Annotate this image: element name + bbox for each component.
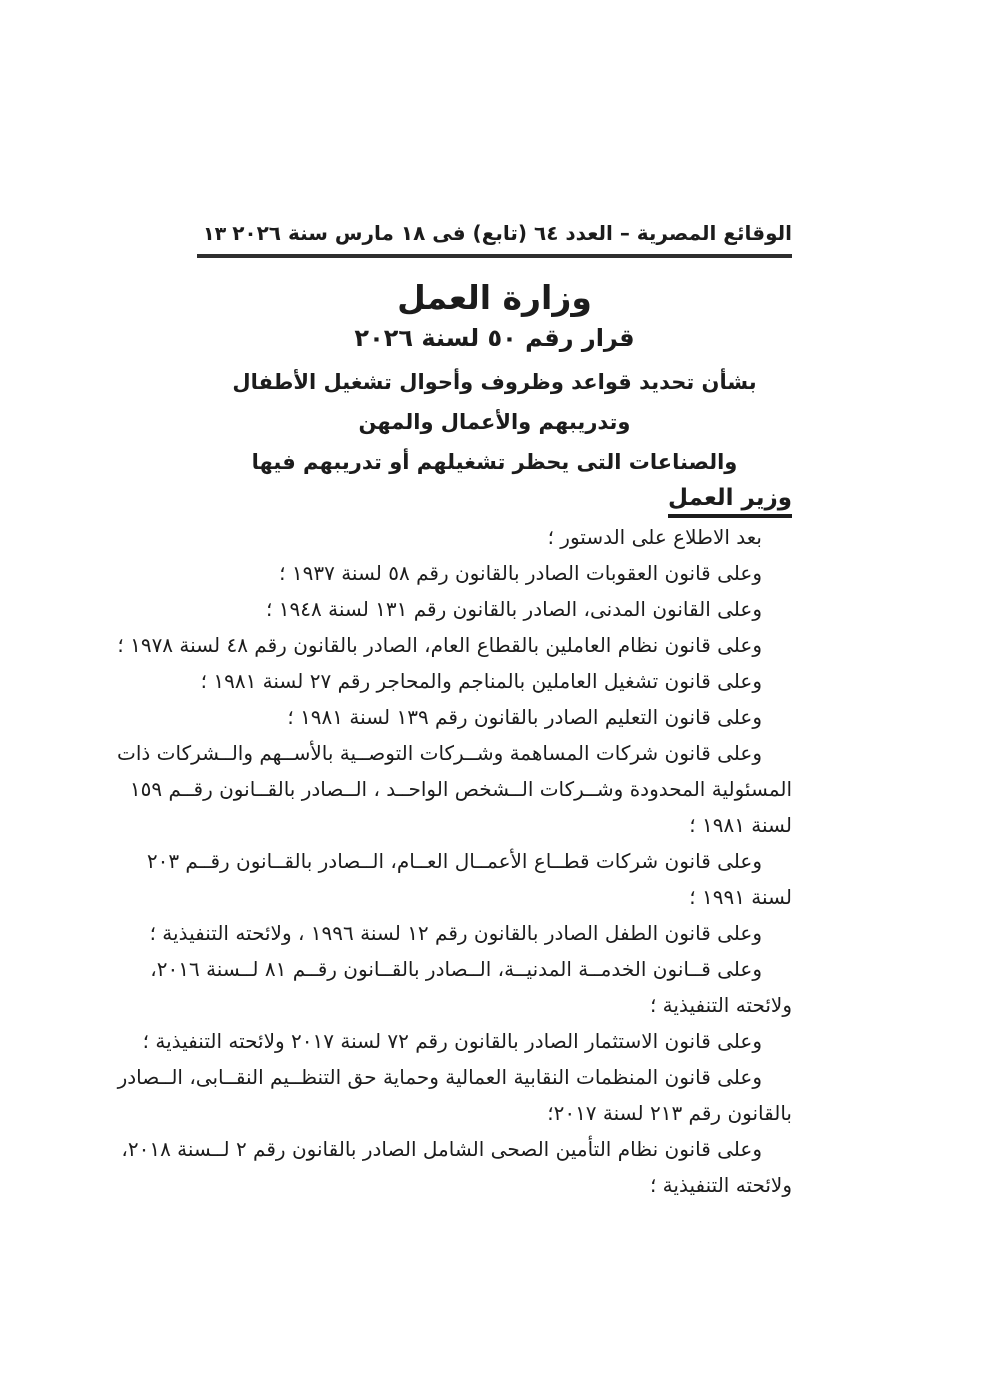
- decree-subject-line-1: بشأن تحديد قواعد وظروف وأحوال تشغيل الأطفال وتدريبهم والأعمال والمهن: [232, 370, 757, 434]
- body-line: وعلى قانون التعليم الصادر بالقانون رقم ١٣٩ لسنة ١٩٨١ ؛: [287, 705, 762, 729]
- body-line: وعلى قانون شركات قطــاع الأعمــال العــام، الــصادر بالقــانون رقــم ٢٠٣: [146, 849, 762, 873]
- body-line: وعلى القانون المدنى، الصادر بالقانون رقم ١٣١ لسنة ١٩٤٨ ؛: [266, 597, 762, 621]
- running-header: [197, 221, 792, 245]
- decree-number-line: قرار رقم ٥٠ لسنة ٢٠٢٦: [354, 324, 635, 352]
- body-line: المسئولية المحدودة وشــركات الــشخص الواحــد ، الــصادر بالقــانون رقــم ١٥٩: [129, 777, 792, 801]
- body-line: وعلى قانون الطفل الصادر بالقانون رقم ١٢ لسنة ١٩٩٦ ، ولائحته التنفيذية ؛: [149, 921, 762, 945]
- decree-subject-line-2: والصناعات التى يحظر تشغيلهم أو تدريبهم فيها: [251, 450, 738, 474]
- body-line: وعلى قانون العقوبات الصادر بالقانون رقم ٥٨ لسنة ١٩٣٧ ؛: [279, 561, 762, 585]
- ministry-title: وزارة العمل: [397, 278, 592, 317]
- header-divider-rule: [197, 254, 792, 258]
- page-content-column: [117, 0, 792, 1203]
- decree-subject: [197, 362, 792, 482]
- body-line: لسنة ١٩٩١ ؛: [689, 885, 792, 909]
- body-line: وعلى قانون شركات المساهمة وشــركات التوصــية بالأســهم والــشركات ذات: [117, 741, 762, 765]
- body-line: وعلى قانون الاستثمار الصادر بالقانون رقم ٧٢ لسنة ٢٠١٧ ولائحته التنفيذية ؛: [142, 1029, 762, 1053]
- issuer-heading: [197, 485, 792, 518]
- body-line: بالقانون رقم ٢١٣ لسنة ٢٠١٧؛: [547, 1101, 792, 1125]
- body-line: لسنة ١٩٨١ ؛: [689, 813, 792, 837]
- issuer-heading-text: وزير العمل: [668, 485, 792, 518]
- body-line: وعلى قانون نظام العاملين بالقطاع العام، الصادر بالقانون رقم ٤٨ لسنة ١٩٧٨ ؛: [117, 633, 762, 657]
- body-line: وعلى قانون نظام التأمين الصحى الشامل الصادر بالقانون رقم ٢ لــسنة ٢٠١٨،: [121, 1137, 762, 1161]
- body-line: وعلى قانون المنظمات النقابية العمالية وحماية حق التنظــيم النقــابى، الــصادر: [117, 1065, 762, 1089]
- body-line: بعد الاطلاع على الدستور ؛: [547, 525, 762, 549]
- body-line: ولائحته التنفيذية ؛: [649, 993, 792, 1017]
- gazette-issue-line: الوقائع المصرية – العدد ٦٤ (تابع) فى ١٨ مارس سنة ٢٠٢٦: [232, 221, 792, 245]
- body-line: ولائحته التنفيذية ؛: [649, 1173, 792, 1197]
- body-line: وعلى قــانون الخدمــة المدنيــة، الــصادر بالقــانون رقــم ٨١ لــسنة ٢٠١٦،: [150, 957, 762, 981]
- page-number: ١٣: [203, 223, 227, 245]
- body-line: وعلى قانون تشغيل العاملين بالمناجم والمحاجر رقم ٢٧ لسنة ١٩٨١ ؛: [200, 669, 762, 693]
- decree-preamble: [117, 519, 792, 1203]
